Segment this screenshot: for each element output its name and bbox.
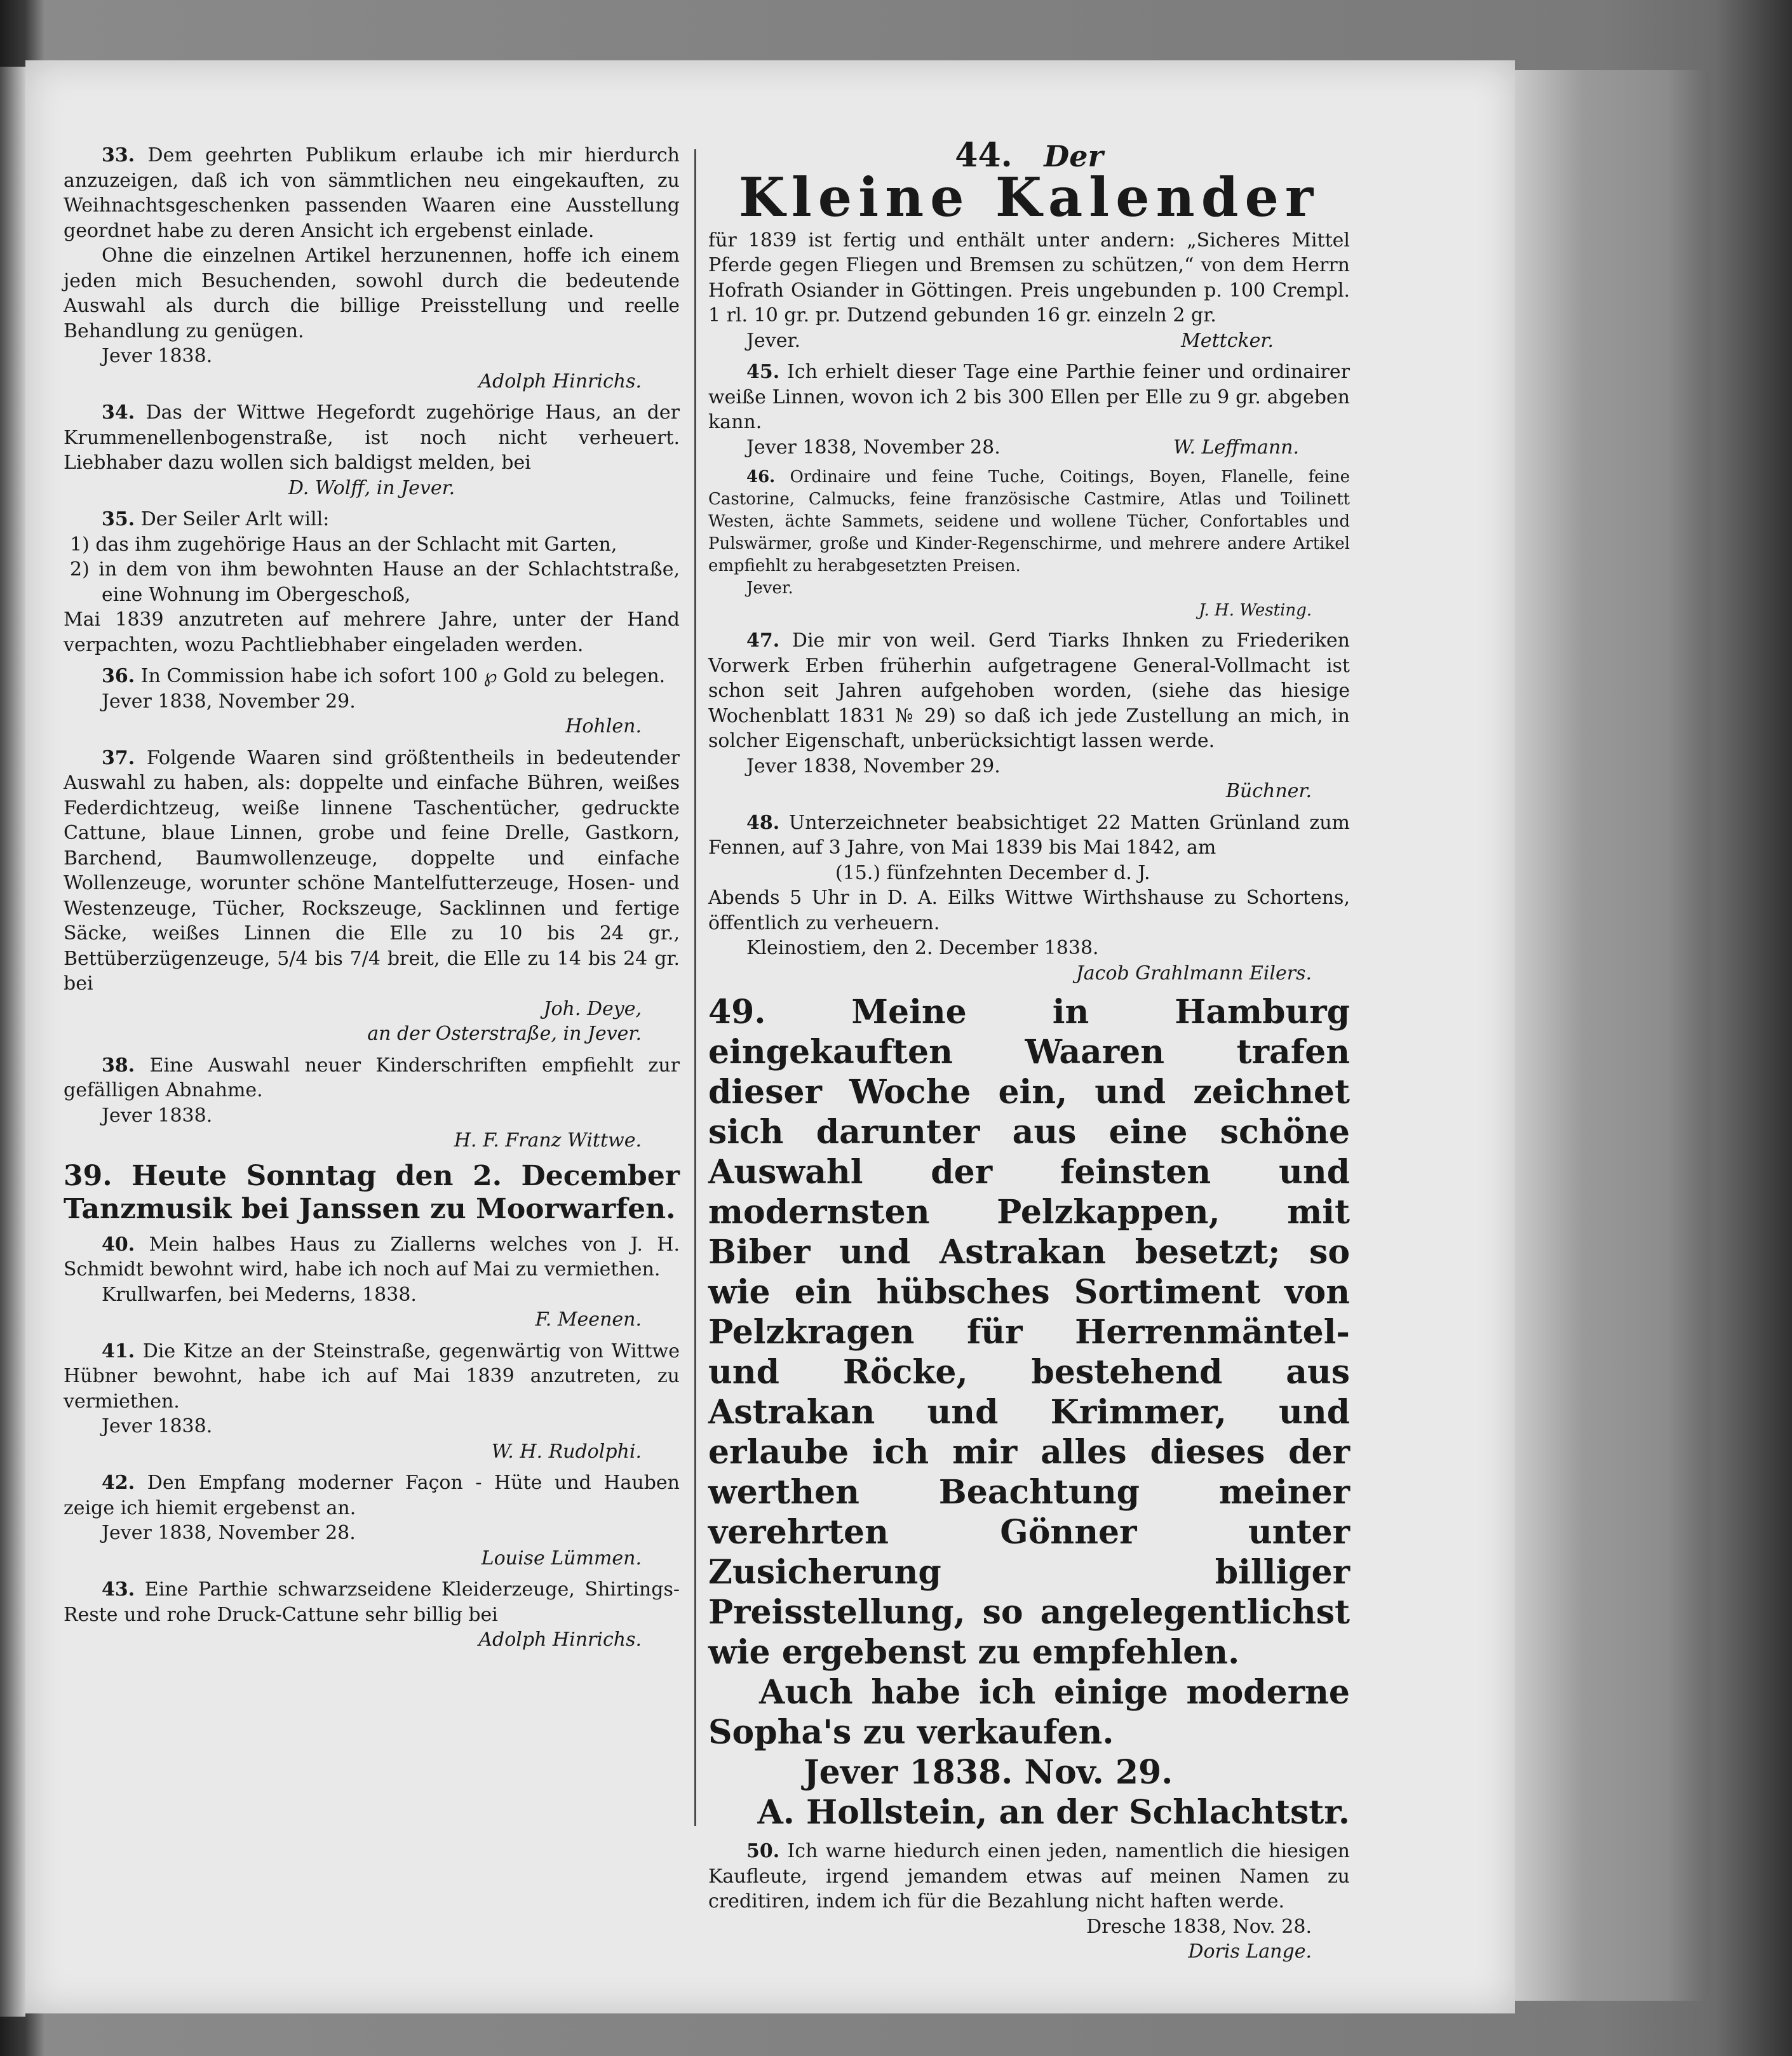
ad-header-article: Der: [1044, 139, 1103, 173]
ad-number: 48.: [746, 811, 780, 834]
ad-signature: Adolph Hinrichs.: [478, 1629, 642, 1651]
ad-39: [64, 1160, 680, 1226]
ad-43: [64, 1577, 680, 1653]
ad-text: Den Empfang moderner Façon - Hüte und Hauben zeige ich hiemit ergebenst an.: [64, 1472, 680, 1519]
page-stack-edge: [1499, 70, 1709, 2001]
ad-date: Jever 1838, November 28.: [102, 1522, 356, 1544]
ad-signature: Doris Lange.: [1188, 1940, 1312, 1963]
ad-date: Jever 1838. Nov. 29.: [804, 1753, 1173, 1792]
ad-text: 49. Meine in Hamburg eingekauften Waaren trafen dieser Woche ein, und zeichnet sich darunter aus eine schöne Auswahl der feinsten und modernsten Pelzkappen, mit Biber und Astrakan besetzt; so wie ein hübsches Sortiment von Pelzkragen für Herrenmäntel- und Röcke, bestehend aus Astrakan und Krimmer, und erlaube ich mir alles dieses der werthen Beachtung meiner verehrten Gönner unter Zusicherung billiger Preisstellung, so angelegentlichst wie ergebenst zu empfehlen.: [708, 993, 1350, 1672]
ad-footer: [708, 328, 1350, 354]
ad-38: [64, 1053, 680, 1153]
ad-text: Dem geehrten Publikum erlaube ich mir hierdurch anzuzeigen, daß ich von sämmtlichen neu eingekauften, zu Weihnachtsgeschenken passenden Waaren eine Ausstellung geordnet habe zu deren Ansicht ich ergebenst einlade.: [64, 144, 680, 242]
ad-40: [64, 1232, 680, 1333]
ad-date: Dresche 1838, Nov. 28.: [1086, 1915, 1312, 1938]
ad-signature: J. H. Westing.: [1199, 601, 1312, 620]
ad-date: Jever 1838.: [102, 345, 213, 367]
ad-date: Jever 1838, November 29.: [102, 690, 356, 713]
ad-text-2: Abends 5 Uhr in D. A. Eilks Wittwe Wirthshause zu Schortens, öffentlich zu verheuern.: [708, 887, 1350, 934]
ad-text: Ordinaire und feine Tuche, Coitings, Boyen, Flanelle, feine Castorine, Calmucks, feine französische Castmire, Atlas und Toilinett Westen, ächte Sammets, seidene und wollene Tücher, Confortables und Pulswärmer, große und Kinder-Regenschirme, und mehrere andere Artikel empfiehlt zu herabgesetzten Preisen.: [708, 467, 1350, 575]
ad-signature: Hohlen.: [565, 715, 642, 737]
ad-46: [708, 466, 1350, 622]
ad-signature: Jacob Grahlmann Eilers.: [1075, 962, 1312, 984]
ad-text: Unterzeichneter beabsichtiget 22 Matten Grünland zum Fennen, auf 3 Jahre, von Mai 1839 bis Mai 1842, am: [708, 811, 1350, 859]
ad-36: [64, 664, 680, 739]
ad-49: [708, 992, 1350, 1832]
ad-33: [64, 143, 680, 394]
ad-date: Jever 1838.: [102, 1104, 213, 1127]
ad-text: Folgende Waaren sind größtentheils in bedeutender Auswahl zu haben, als: doppelte und einfache Bühren, weißes Federdichtzeug, weiße linnene Taschentücher, gedruckte Cattune, blaue Linnen, grobe und feine Drelle, Gastkorn, Barchend, Baumwollenzeuge, doppelte und einfache Wollenzeuge, worunter schöne Mantelfutterzeuge, Hosen- und Westenzeuge, Tücher, Rockszeuge, Sacklinnen und fertige Säcke, weißes Linnen die Elle zu 10 bis 24 gr., Bettüberzügenzeuge, 5/4 bis 7/4 breit, die Elle zu 14 bis 24 gr. bei: [64, 746, 680, 995]
ad-date: Jever.: [746, 329, 801, 352]
ad-signature: F. Meenen.: [535, 1308, 642, 1331]
ad-48: [708, 810, 1350, 986]
ad-date-highlight: (15.) fünfzehnten December d. J.: [835, 861, 1150, 884]
ad-41: [64, 1339, 680, 1465]
ad-42: [64, 1470, 680, 1571]
ad-34: [64, 400, 680, 501]
column-rule: [694, 149, 696, 1826]
ad-signature: Büchner.: [1225, 780, 1312, 802]
ad-date: Jever 1838, November 28.: [746, 436, 1000, 459]
right-column: [708, 136, 1350, 1965]
ad-number: 47.: [746, 629, 780, 652]
ad-signature: Joh. Deye,: [543, 997, 642, 1020]
ad-number: 44.: [955, 136, 1013, 175]
ad-signature: Louise Lümmen.: [481, 1547, 642, 1569]
ad-number: 41.: [102, 1340, 135, 1362]
ad-47: [708, 628, 1350, 804]
ad-headline: 39. Heute Sonntag den 2. December Tanzmusik bei Janssen zu Moorwarfen.: [64, 1159, 680, 1225]
ad-title: Kleine Kalender: [738, 165, 1320, 229]
ad-number: 35.: [102, 508, 135, 530]
ad-number: 38.: [102, 1054, 135, 1077]
ad-text-2: Ohne die einzelnen Artikel herzunennen, hoffe ich einem jeden mich Besuchenden, sowohl durch die bedeutende Auswahl als durch die billige Preisstellung und reelle Behandlung zu genügen.: [64, 245, 680, 342]
ad-number: 36.: [102, 665, 135, 687]
ad-signature: D. Wolff, in Jever.: [288, 476, 455, 499]
ad-text: Das der Wittwe Hegefordt zugehörige Haus, an der Krummenellenbogenstraße, ist noch nicht verheuert. Liebhaber dazu wollen sich baldigst melden, bei: [64, 401, 680, 474]
ad-text: Die mir von weil. Gerd Tiarks Ihnken zu Friederiken Vorwerk Erben früherhin aufgetragene General-Vollmacht ist schon seit Jahren aufgehoben worden, (siehe das hiesige Wochenblatt 1831 № 29) so daß ich jede Zustellung an mich, in solcher Eigenschaft, unberücksichtigt lassen werde.: [708, 629, 1350, 752]
ad-35: [64, 507, 680, 657]
ad-number: 37.: [102, 746, 135, 769]
ad-37: [64, 746, 680, 1047]
left-column: [64, 143, 680, 1653]
ad-signature: A. Hollstein, an der Schlachtstr.: [757, 1793, 1350, 1832]
ad-45: [708, 359, 1350, 460]
ad-number: 42.: [102, 1472, 135, 1494]
ad-text: In Commission habe ich sofort 100 ℘ Gold zu belegen.: [140, 665, 666, 687]
ad-number: 33.: [102, 144, 135, 166]
ad-text: Ich erhielt dieser Tage eine Parthie feiner und ordinairer weiße Linnen, wovon ich 2 bis 300 Ellen per Elle zu 9 gr. abgeben kann.: [708, 361, 1350, 433]
ad-number: 34.: [102, 401, 135, 424]
ad-text: Ich warne hiedurch einen jeden, namentlich die hiesigen Kaufleute, irgend jemandem etwas auf meinen Namen zu creditiren, indem ich für die Bezahlung nicht haften werde.: [708, 1840, 1350, 1912]
previous-page-edge: [0, 67, 25, 2017]
ad-number: 46.: [746, 467, 776, 487]
ad-date: Jever.: [746, 579, 793, 598]
ad-text: Mein halbes Haus zu Ziallerns welches von J. H. Schmidt bewohnt wird, habe ich noch auf Mai zu vermiethen.: [64, 1233, 680, 1280]
ad-text: für 1839 ist fertig und enthält unter andern: „Sicheres Mittel Pferde gegen Fliegen und Bremsen zu schützen,“ von dem Herrn Hofrath Osiander in Göttingen. Preis ungebunden p. 100 Crempl. 1 rl. 10 gr. pr. Dutzend gebunden 16 gr. einzeln 2 gr.: [708, 229, 1350, 326]
ad-date: Krullwarfen, bei Mederns, 1838.: [102, 1283, 417, 1306]
ad-text: Der Seiler Arlt will:: [140, 508, 330, 530]
ad-text: Die Kitze an der Steinstraße, gegenwärtig von Wittwe Hübner bewohnt, habe ich auf Mai 1839 anzutreten, zu vermiethen.: [64, 1340, 680, 1413]
ad-text: Eine Auswahl neuer Kinderschriften empfiehlt zur gefälligen Abnahme.: [64, 1054, 680, 1101]
ad-text-2: Mai 1839 anzutreten auf mehrere Jahre, unter der Hand verpachten, wozu Pachtliebhaber eingeladen werden.: [64, 608, 680, 656]
ad-signature-address: an der Osterstraße, in Jever.: [367, 1023, 642, 1045]
ad-50: [708, 1839, 1350, 1965]
ad-number: 40.: [102, 1233, 135, 1256]
ad-date: Jever 1838.: [102, 1415, 213, 1437]
ad-number: 50.: [746, 1840, 780, 1862]
ad-text: Eine Parthie schwarzseidene Kleiderzeuge, Shirtings-Reste und rohe Druck-Cattune sehr billig bei: [64, 1578, 680, 1626]
ad-signature: Adolph Hinrichs.: [478, 370, 642, 393]
ad-44: [708, 136, 1350, 353]
ad-list-item: 1) das ihm zugehörige Haus an der Schlacht mit Garten,: [70, 533, 617, 556]
ad-number: 43.: [102, 1578, 135, 1601]
ad-footer: [708, 435, 1350, 460]
ad-signature: W. H. Rudolphi.: [491, 1440, 642, 1463]
ad-text-2: Auch habe ich einige moderne Sopha's zu verkaufen.: [708, 1673, 1350, 1752]
ad-date: Jever 1838, November 29.: [746, 755, 1000, 777]
ad-number: 45.: [746, 361, 780, 383]
ad-list-item: 2) in dem von ihm bewohnten Hause an der Schlachtstraße, eine Wohnung im Obergeschoß,: [70, 558, 680, 606]
ad-signature: W. Leffmann.: [1173, 436, 1299, 459]
ad-signature: H. F. Franz Wittwe.: [454, 1129, 642, 1152]
ad-signature: Mettcker.: [1181, 329, 1274, 352]
ad-date: Kleinostiem, den 2. December 1838.: [746, 937, 1099, 959]
